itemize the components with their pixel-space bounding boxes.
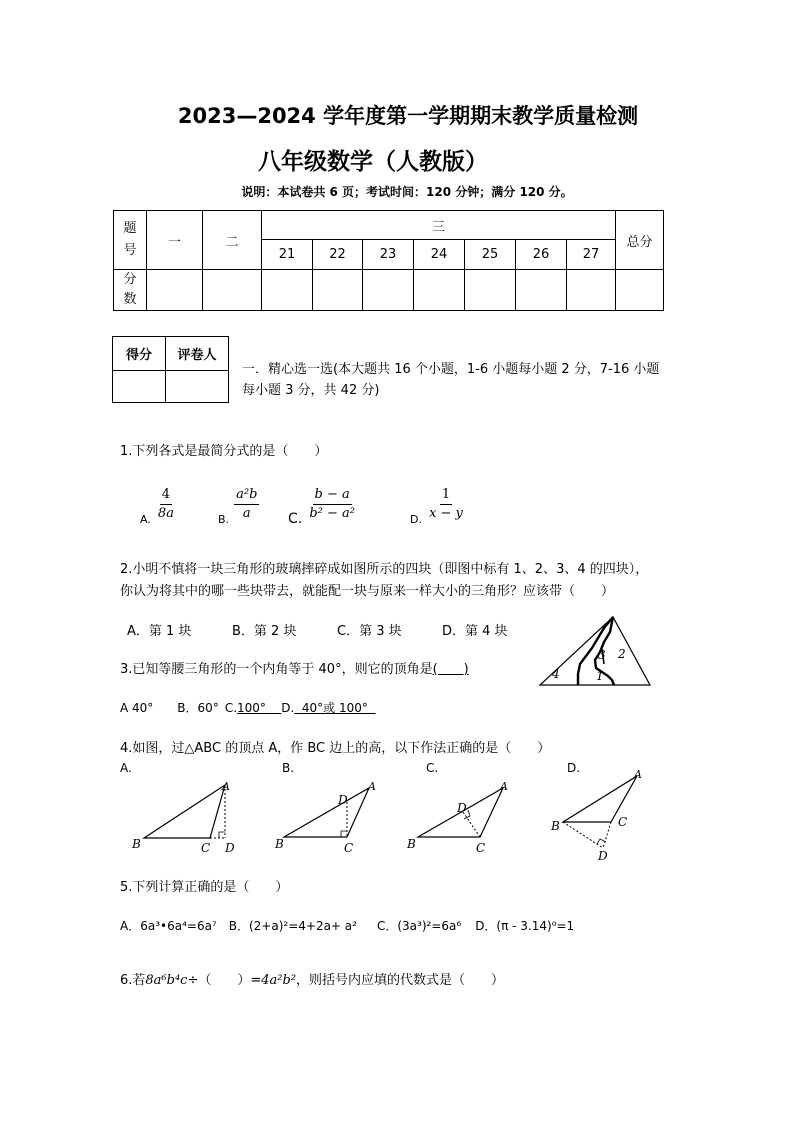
score-cell: [313, 270, 363, 311]
q5-option-c: C．(3a³)²=6a⁶: [376, 919, 462, 933]
score-cell: [414, 270, 465, 311]
score-cell: [203, 270, 262, 311]
extension-line: [603, 822, 611, 848]
right-angle-mark: [597, 839, 606, 844]
q1-stem: 1.下列各式是最简分式的是（ ）: [120, 444, 328, 459]
grader-name-cell: [166, 371, 229, 403]
broken-triangle-figure: [538, 614, 654, 690]
q6-dividend: 8a⁶b⁴c: [145, 973, 188, 988]
exam-subtitle: 八年级数学（人教版）: [258, 149, 488, 175]
q4-figure-b: [272, 776, 382, 858]
q3-option-d-label: D.: [281, 701, 295, 715]
q6-quotient: 4a²b²: [261, 973, 297, 988]
q2-option-c: C．第 3 块: [337, 624, 402, 639]
q1-option-c: C. $\frac{b - a}{\text{b² − a²}}$: [288, 487, 355, 527]
q5-option-a: A．6a³•6a⁴=6a⁷: [120, 919, 217, 933]
q4-label-d: D.: [567, 761, 581, 775]
grader-score-label: 得分: [113, 337, 166, 371]
score-cell: [465, 270, 516, 311]
q4-figure-d: [545, 766, 645, 862]
q1-option-b: $_{B.}$ $\frac{\text{a²b}}{a}$: [218, 487, 258, 526]
point-a: A: [222, 780, 230, 793]
col-part2: 二: [203, 211, 262, 270]
score-cell: [516, 270, 567, 311]
q5-option-b: B．(2+a)²=4+2a+ a²: [228, 919, 357, 933]
point-d: D: [338, 793, 348, 807]
point-c: C: [201, 841, 211, 855]
q2-option-a: A．第 1 块: [127, 624, 192, 639]
altitude-line: [563, 822, 603, 848]
q4-label-a: A.: [120, 761, 132, 775]
piece-label-4: 4: [552, 667, 560, 681]
row-header-question: 题 号: [114, 211, 147, 270]
point-d: D: [598, 849, 608, 862]
point-b: B: [407, 837, 416, 851]
col-24: 24: [414, 240, 465, 270]
q5-option-d: D．(π - 3.14)⁰=1: [475, 919, 575, 933]
q3-option-c-label: C.: [224, 701, 238, 715]
point-d: D: [457, 801, 467, 815]
section1-line1: 一．精心选一选(本大题共 16 个小题，1-6 小题每小题 2 分，7-16 小题: [242, 362, 660, 377]
q4-label-b: B.: [282, 761, 295, 775]
q4-stem: 4.如图，过△ABC 的顶点 A，作 BC 边上的高，以下作法正确的是（ ）: [120, 741, 551, 756]
q3-option-a: A 40°: [120, 701, 154, 715]
q1-a-fraction: $\frac{4}{8a}$: [157, 487, 174, 521]
point-d: D: [225, 841, 235, 855]
q3-option-d: 40°或 100°: [301, 701, 368, 715]
col-total: 总分: [616, 211, 664, 270]
col-22: 22: [313, 240, 363, 270]
q3-stem: 3.已知等腰三角形的一个内角等于 40°，则它的顶角是( ): [120, 662, 469, 677]
col-21: 21: [262, 240, 313, 270]
score-table: [113, 210, 664, 311]
score-cell: [567, 270, 616, 311]
score-cell: [616, 270, 664, 311]
q4-figure-a: [128, 776, 246, 856]
point-a: A: [368, 780, 376, 793]
score-cell: [262, 270, 313, 311]
q2-option-d: D．第 4 块: [442, 624, 508, 639]
q1-option-a: $_{A.}$ $\frac{4}{8a}$: [140, 487, 174, 526]
q6-stem: 6.若8a⁶b⁴c÷（ ）=4a²b²，则括号内应填的代数式是（ ）: [120, 973, 505, 988]
triangle-abc: [144, 785, 225, 838]
point-c: C: [618, 815, 628, 829]
q3-option-b: B．60°: [177, 701, 219, 715]
score-cell: [147, 270, 203, 311]
exam-title: 2023—2024 学年度第一学期期末教学质量检测: [177, 104, 639, 128]
col-part3: 三: [262, 211, 616, 240]
q2-option-b: B．第 2 块: [232, 624, 297, 639]
point-b: B: [132, 837, 141, 851]
exam-note: 说明：本试卷共 6 页；考试时间：120 分钟；满分 120 分。: [241, 185, 573, 199]
col-23: 23: [363, 240, 414, 270]
q3-answer-blank: ( ): [432, 662, 469, 677]
col-25: 25: [465, 240, 516, 270]
q1-b-fraction: $\frac{\text{a²b}}{a}$: [236, 487, 258, 521]
q1-c-fraction: $\frac{b - a}{\text{b² − a²}}$: [309, 487, 355, 521]
col-27: 27: [567, 240, 616, 270]
point-c: C: [344, 841, 354, 855]
col-part1: 一: [147, 211, 203, 270]
q5-options: [120, 917, 574, 934]
piece-label-1: 1: [596, 669, 604, 683]
q3-option-c: 100°: [237, 701, 266, 715]
grader-table: [112, 336, 229, 403]
q2-line1: 2.小明不慎将一块三角形的玻璃摔碎成如图所示的四块（即图中标有 1、2、3、4 的四块），: [120, 562, 649, 577]
grader-name-label: 评卷人: [166, 337, 229, 371]
q4-figure-c: [404, 776, 516, 858]
q1-option-d: $_{D.}$ $\frac{1}{x - y}$: [410, 487, 463, 526]
right-angle-mark: [341, 831, 347, 837]
point-b: B: [551, 819, 560, 833]
piece-label-3: 3: [598, 648, 606, 662]
point-a: A: [500, 780, 508, 793]
piece-label-2: 2: [618, 647, 626, 661]
point-a: A: [634, 768, 642, 781]
grader-score-cell: [113, 371, 166, 403]
q3-options: [120, 699, 376, 716]
altitude-line: [463, 812, 480, 837]
q1-d-fraction: $\frac{1}{x - y}$: [429, 487, 463, 521]
point-b: B: [275, 837, 284, 851]
q2-line2: 你认为将其中的哪一些块带去，就能配一块与原来一样大小的三角形？应该带（ ）: [120, 584, 615, 599]
triangle-abc: [284, 788, 369, 837]
q4-label-c: C.: [426, 761, 439, 775]
row-header-score: 分 数: [114, 270, 147, 311]
right-angle-mark: [219, 832, 225, 838]
section1-line2: 每小题 3 分，共 42 分): [242, 383, 380, 398]
score-cell: [363, 270, 414, 311]
col-26: 26: [516, 240, 567, 270]
point-c: C: [476, 841, 486, 855]
q5-stem: 5.下列计算正确的是（ ）: [120, 880, 289, 895]
